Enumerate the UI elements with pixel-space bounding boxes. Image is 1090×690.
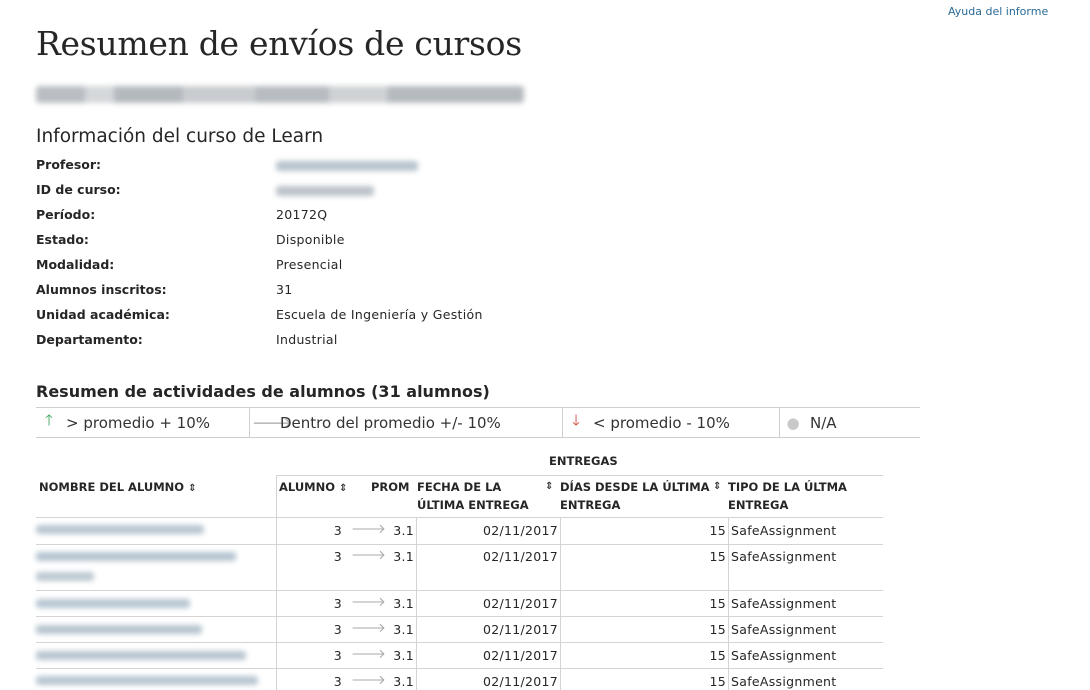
arrow-right-icon: 🡒	[351, 621, 386, 636]
last-submission-date: 02/11/2017	[482, 648, 558, 663]
col-header-student[interactable]	[279, 478, 347, 498]
legend-within-average	[250, 408, 563, 437]
student-count: 3	[333, 549, 342, 564]
col-header-student-name[interactable]	[39, 478, 196, 498]
col-header-last-submission-date[interactable]	[417, 478, 529, 514]
legend-label: < promedio - 10%	[593, 413, 730, 432]
info-label: Unidad académica:	[36, 307, 170, 322]
submission-type: SafeAssignment	[731, 648, 837, 663]
teacher-redacted	[276, 161, 418, 171]
student-name-redacted[interactable]	[36, 599, 190, 608]
days-since-last: 15	[709, 648, 726, 663]
info-value: Escuela de Ingeniería y Gestión	[276, 307, 483, 322]
course-name-redacted	[36, 86, 524, 103]
legend-below-average	[563, 408, 780, 437]
col-header-average: PROM	[371, 480, 410, 494]
report-help-link[interactable]: Ayuda del informe	[948, 5, 1049, 18]
student-name-redacted[interactable]	[36, 625, 202, 634]
average-value: 3.1	[393, 523, 414, 538]
row-divider	[36, 668, 883, 669]
arrow-right-icon: 🡒	[351, 673, 386, 688]
average-value: 3.1	[393, 648, 414, 663]
info-label: Período:	[36, 207, 96, 222]
student-count: 3	[333, 674, 342, 689]
header-divider	[36, 517, 883, 518]
col-header-label: TIPO DE LA ÚLTMA	[728, 480, 847, 494]
sort-icon[interactable]: ⇕	[339, 483, 348, 494]
course-id-redacted	[276, 186, 374, 196]
legend-label: Dentro del promedio +/- 10%	[280, 413, 501, 432]
arrow-right-icon: 🡒	[252, 414, 293, 432]
student-name-redacted	[36, 572, 94, 581]
average-value: 3.1	[393, 549, 414, 564]
days-since-last: 15	[709, 674, 726, 689]
col-header-label: ENTREGA	[560, 498, 621, 512]
last-submission-date: 02/11/2017	[482, 622, 558, 637]
days-since-last: 15	[709, 622, 726, 637]
info-label: Estado:	[36, 232, 89, 247]
days-since-last: 15	[709, 549, 726, 564]
col-header-label: FECHA DE LA	[417, 480, 502, 494]
legend-above-average	[36, 408, 250, 437]
last-submission-date: 02/11/2017	[482, 523, 558, 538]
days-since-last: 15	[709, 596, 726, 611]
sort-icon[interactable]: ⇕	[545, 481, 554, 492]
average-value: 3.1	[393, 674, 414, 689]
course-info-title: Información del curso de Learn	[36, 126, 324, 147]
last-submission-date: 02/11/2017	[482, 674, 558, 689]
submission-type: SafeAssignment	[731, 674, 837, 689]
page-title: Resumen de envíos de cursos	[36, 24, 522, 63]
col-header-days-since-last[interactable]	[560, 478, 710, 514]
days-since-last: 15	[709, 523, 726, 538]
info-label: Modalidad:	[36, 257, 115, 272]
info-label: Profesor:	[36, 157, 102, 172]
info-value: Presencial	[276, 257, 343, 272]
col-header-label: ÚLTIMA ENTREGA	[417, 498, 529, 512]
student-name-redacted[interactable]	[36, 525, 204, 534]
info-value: Industrial	[276, 332, 338, 347]
arrow-up-icon: 🡑	[45, 411, 53, 429]
row-divider	[36, 544, 883, 545]
col-header-label: ENTREGA	[728, 498, 789, 512]
submission-type: SafeAssignment	[731, 622, 837, 637]
group-header-divider	[276, 475, 883, 476]
student-name-redacted[interactable]	[36, 552, 236, 561]
student-count: 3	[333, 523, 342, 538]
column-divider	[276, 475, 277, 690]
col-header-label: DÍAS DESDE LA ÚLTIMA	[560, 480, 710, 494]
submission-type: SafeAssignment	[731, 549, 837, 564]
info-value-teacher	[276, 157, 418, 174]
info-label: ID de curso:	[36, 182, 121, 197]
sort-icon[interactable]: ⇕	[713, 481, 722, 492]
row-divider	[36, 590, 883, 591]
last-submission-date: 02/11/2017	[482, 549, 558, 564]
last-submission-date: 02/11/2017	[482, 596, 558, 611]
dot-icon: ●	[786, 413, 800, 432]
activity-legend	[36, 407, 920, 438]
submission-type: SafeAssignment	[731, 596, 837, 611]
info-label: Departamento:	[36, 332, 143, 347]
average-value: 3.1	[393, 596, 414, 611]
col-header-label: NOMBRE DEL ALUMNO	[39, 480, 185, 494]
average-value: 3.1	[393, 622, 414, 637]
legend-label: N/A	[810, 413, 837, 432]
arrow-right-icon: 🡒	[351, 522, 386, 537]
legend-label: > promedio + 10%	[66, 413, 211, 432]
student-count: 3	[333, 596, 342, 611]
info-value: Disponible	[276, 232, 345, 247]
student-name-redacted[interactable]	[36, 651, 246, 660]
activity-summary-title: Resumen de actividades de alumnos (31 alumnos)	[36, 382, 490, 401]
legend-na	[780, 408, 920, 437]
arrow-down-icon: 🡓	[572, 411, 580, 429]
info-label: Alumnos inscritos:	[36, 282, 167, 297]
row-divider	[36, 642, 883, 643]
group-header-entregas: ENTREGAS	[549, 454, 618, 468]
submission-type: SafeAssignment	[731, 523, 837, 538]
info-value: 20172Q	[276, 207, 328, 222]
info-value: 31	[276, 282, 293, 297]
sort-icon[interactable]: ⇕	[188, 483, 197, 494]
row-divider	[36, 616, 883, 617]
arrow-right-icon: 🡒	[351, 548, 386, 563]
arrow-right-icon: 🡒	[351, 647, 386, 662]
info-value-course-id	[276, 182, 374, 199]
col-header-last-submission-type	[728, 478, 847, 514]
col-header-label: ALUMNO	[279, 480, 336, 494]
student-count: 3	[333, 622, 342, 637]
arrow-right-icon: 🡒	[351, 595, 386, 610]
student-count: 3	[333, 648, 342, 663]
